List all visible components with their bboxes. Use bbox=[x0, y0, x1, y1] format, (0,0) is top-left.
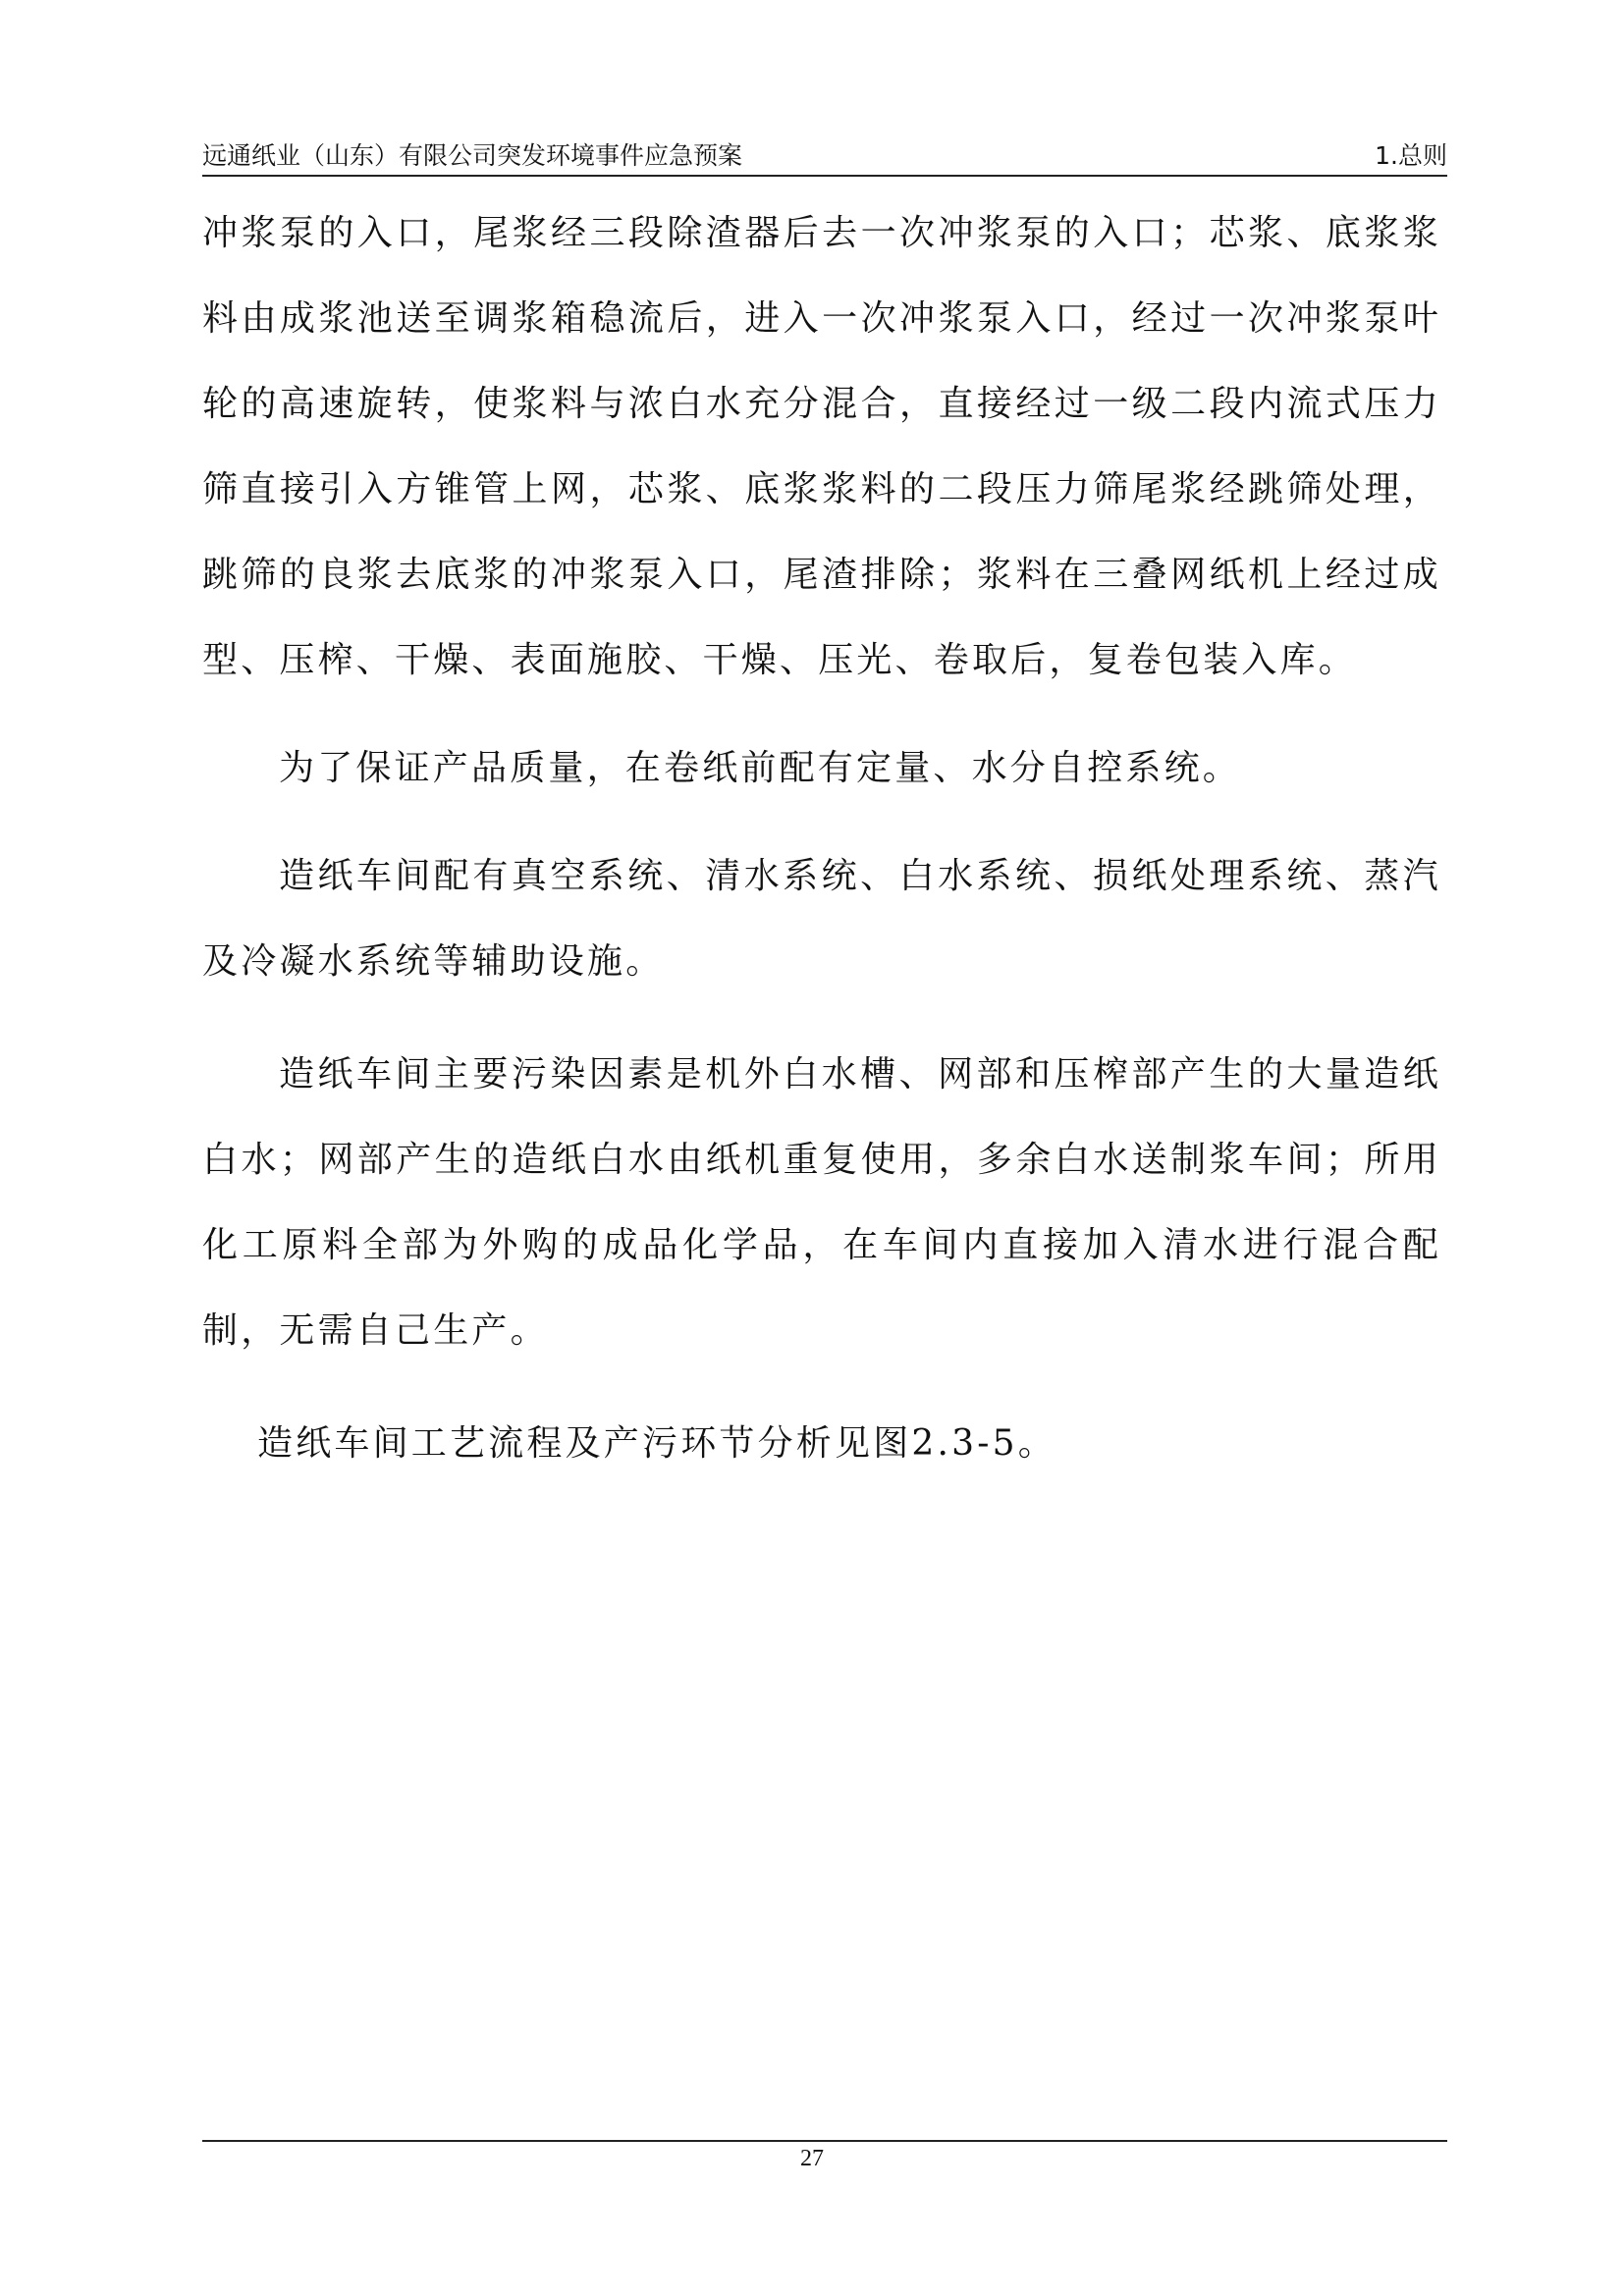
header-section-label: 1.总则 bbox=[1375, 141, 1447, 170]
paragraph-process-continuation: 冲浆泵的入口，尾浆经三段除渣器后去一次冲浆泵的入口；芯浆、底浆浆料由成浆池送至调浆箱稳流后，进入一次冲浆泵入口，经过一次冲浆泵叶轮的高速旋转，使浆料与浓白水充分混合，直接经过一级二段内流式压力筛直接引入方锥管上网，芯浆、底浆浆料的二段压力筛尾浆经跳筛处理，跳筛的良浆去底浆的冲浆泵入口，尾渣排除；浆料在三叠网纸机上经过成型、压榨、干燥、表面施胶、干燥、压光、卷取后，复卷包装入库。 bbox=[202, 213, 1441, 680]
header-document-title: 远通纸业（山东）有限公司突发环境事件应急预案 bbox=[202, 141, 743, 170]
page-header bbox=[202, 137, 1447, 179]
footer-divider bbox=[202, 2140, 1447, 2142]
paragraph-pollution-factors: 造纸车间主要污染因素是机外白水槽、网部和压榨部产生的大量造纸白水；网部产生的造纸白水由纸机重复使用，多余白水送制浆车间；所用化工原料全部为外购的成品化学品，在车间内直接加入清水进行混合配制，无需自己生产。 bbox=[202, 1054, 1441, 1351]
header-divider bbox=[202, 175, 1447, 177]
paragraph-quality-control: 为了保证产品质量，在卷纸前配有定量、水分自控系统。 bbox=[279, 748, 1242, 788]
document-body bbox=[202, 190, 1441, 1486]
page-number: 27 bbox=[800, 2146, 824, 2171]
paragraph-figure-reference: 造纸车间工艺流程及产污环节分析见图2.3-5。 bbox=[257, 1423, 1056, 1464]
paragraph-auxiliary-facilities: 造纸车间配有真空系统、清水系统、白水系统、损纸处理系统、蒸汽及冷凝水系统等辅助设施。 bbox=[202, 856, 1441, 982]
